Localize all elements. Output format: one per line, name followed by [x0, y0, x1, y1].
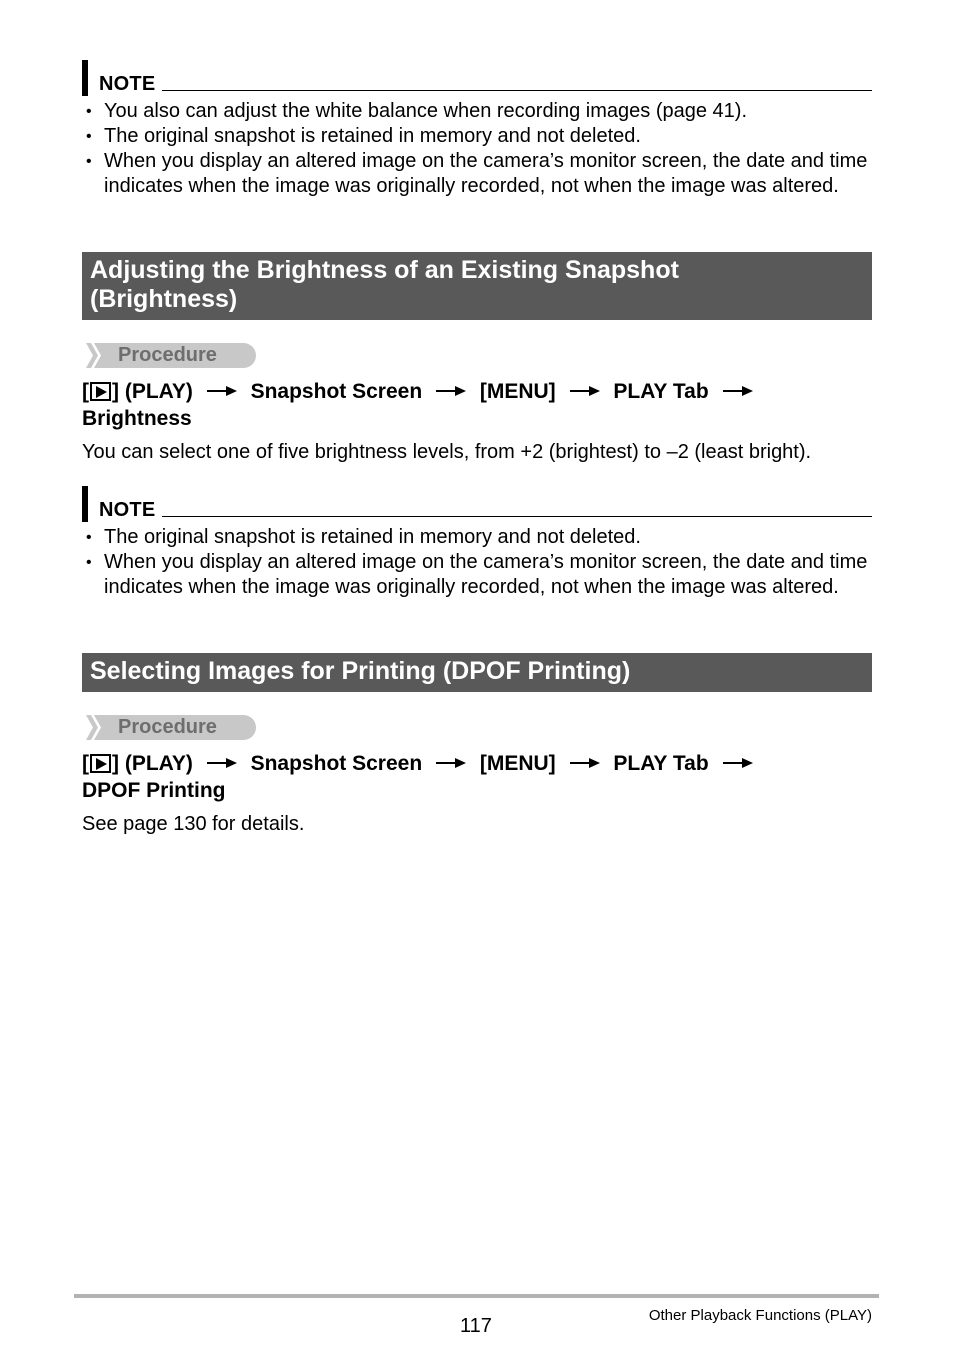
path-bracket: [ [82, 380, 89, 403]
note-item: • You also can adjust the white balance when recording images (page 41). [82, 99, 882, 124]
note-label: NOTE [99, 73, 156, 95]
note-item: • When you display an altered image on the camera’s monitor screen, the date and time indicates when the image was originally recorded, not when the image was altered. [82, 550, 882, 600]
right-arrow-icon [723, 386, 753, 396]
section-title: Selecting Images for Printing (DPOF Printing) [90, 657, 631, 685]
play-icon [90, 754, 111, 773]
section-heading-brightness [82, 252, 872, 320]
note-marker-bar [82, 60, 88, 96]
note-label: NOTE [99, 499, 156, 521]
path-step-final: DPOF Printing [82, 779, 226, 802]
path-step-snapshot: Snapshot Screen [250, 380, 423, 403]
section-title-line: (Brightness) [90, 285, 238, 313]
procedure-label: Procedure [118, 344, 217, 366]
section-title-line: Adjusting the Brightness of an Existing Snapshot [90, 256, 679, 284]
path-bracket: [ [82, 752, 89, 775]
note-marker-bar [82, 486, 88, 522]
chapter-title: Other Playback Functions (PLAY) [648, 1307, 872, 1324]
path-step-menu: [MENU] [479, 752, 556, 775]
menu-path [82, 378, 882, 432]
section-heading-dpof [82, 653, 872, 692]
right-arrow-icon [436, 386, 466, 396]
path-step-play-tab: PLAY Tab [613, 380, 709, 403]
note-header [82, 60, 872, 96]
path-step-final: Brightness [82, 407, 192, 430]
path-step-menu: [MENU] [479, 380, 556, 403]
note-rule [162, 516, 872, 517]
note-list [82, 525, 882, 600]
right-arrow-icon [436, 758, 466, 768]
path-step-snapshot: Snapshot Screen [250, 752, 423, 775]
note-list [82, 99, 882, 199]
note-item: • When you display an altered image on the camera’s monitor screen, the date and time indicates when the image was originally recorded, not when the image was altered. [82, 149, 882, 199]
menu-path [82, 750, 882, 804]
note-item: • The original snapshot is retained in memory and not deleted. [82, 525, 882, 550]
procedure-tab [82, 715, 256, 740]
right-arrow-icon [207, 386, 237, 396]
footer-rule [74, 1294, 879, 1298]
path-step-play: ] (PLAY) [112, 752, 193, 775]
path-step-play-tab: PLAY Tab [613, 752, 709, 775]
page-number: 117 [460, 1315, 492, 1337]
right-arrow-icon [207, 758, 237, 768]
play-icon [90, 382, 111, 401]
path-step-play: ] (PLAY) [112, 380, 193, 403]
right-arrow-icon [723, 758, 753, 768]
note-header [82, 486, 872, 522]
procedure-tab [82, 343, 256, 368]
note-rule [162, 90, 872, 91]
body-paragraph: See page 130 for details. [82, 813, 305, 835]
body-paragraph: You can select one of five brightness levels, from +2 (brightest) to –2 (least bright). [82, 441, 812, 463]
note-item: • The original snapshot is retained in memory and not deleted. [82, 124, 882, 149]
right-arrow-icon [570, 386, 600, 396]
procedure-label: Procedure [118, 716, 217, 738]
right-arrow-icon [570, 758, 600, 768]
